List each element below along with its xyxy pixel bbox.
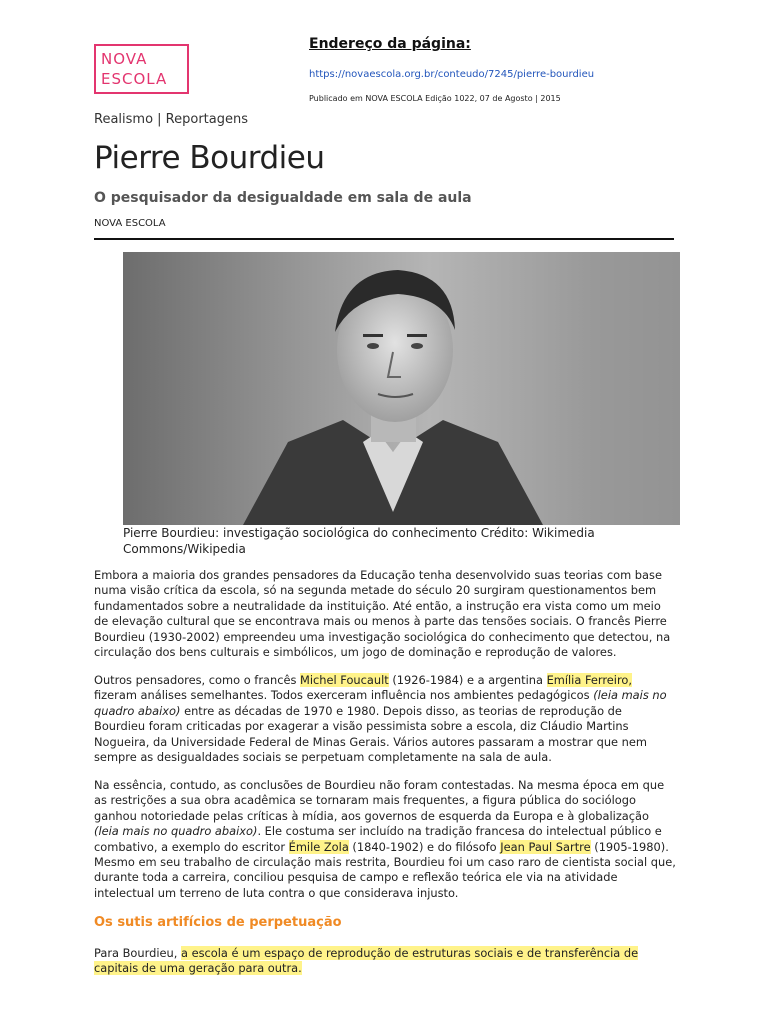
breadcrumb[interactable]: Realismo | Reportagens	[94, 112, 248, 127]
link-emile-zola[interactable]: Émile Zola	[288, 839, 349, 854]
p2-text-c: fizeram análises semelhantes. Todos exerceram influência nos ambientes pedagógicos	[94, 688, 594, 703]
address-url-link[interactable]: https://novaescola.org.br/conteudo/7245/pierre-bourdieu	[309, 69, 595, 80]
link-emilia-ferreiro[interactable]: Emília Ferreiro,	[546, 673, 632, 687]
p3-text-a: Na essência, contudo, as conclusões de Bourdieu não foram contestadas. Na mesma época em que as restrições a sua obra acadêmica se tornaram mais frequentes, a figura pública do sociólogo ganhou notoriedade pelas críticas à mídia, aos governos de esquerda da Europa e à globalização	[94, 778, 665, 823]
logo-line-1: NOVA	[101, 50, 148, 68]
p4-text-a: Para Bourdieu,	[94, 946, 181, 960]
section-title: Os sutis artifícios de perpetuação	[94, 915, 342, 930]
article-source: NOVA ESCOLA	[94, 218, 166, 229]
p3-text-b: . Ele costuma ser incluído na tradição francesa do intelectual público e combativo, a exemplo do escritor	[94, 824, 662, 854]
nova-escola-logo[interactable]	[94, 44, 189, 94]
paragraph-3	[94, 778, 676, 901]
p3-text-c: (1840-1902) e do filósofo	[348, 839, 501, 854]
p2-note: (leia mais no quadro abaixo)	[94, 688, 667, 718]
p2-text-a: Outros pensadores, como o francês	[94, 673, 301, 687]
p4-highlight: a escola é um espaço de reprodução de estruturas sociais e de transferência de capitais de uma geração para outra.	[94, 946, 639, 976]
paragraph-4	[94, 946, 676, 977]
photo-caption: Pierre Bourdieu: investigação sociológica do conhecimento Crédito: Wikimedia Commons/Wikipedia	[123, 526, 595, 556]
portrait-photo	[123, 252, 680, 525]
p3-note: (leia mais no quadro abaixo)	[94, 824, 258, 839]
p2-text-d: entre as décadas de 1970 e 1980. Depois disso, as teorias de reprodução de Bourdieu foram criticadas por exagerar a visão pessimista sobre a escola, diz Cláudio Martins Nogueira, da Universidade Federal de Minas Gerais. Vários autores passaram a mostrar que nem sempre as desigualdades sociais se perpetuam completamente na sala de aula.	[94, 703, 648, 765]
page-subtitle: O pesquisador da desigualdade em sala de aula	[94, 190, 472, 206]
header-divider	[94, 238, 674, 240]
link-michel-foucault[interactable]: Michel Foucault	[300, 673, 389, 687]
address-title: Endereço da página:	[309, 36, 471, 52]
page-title: Pierre Bourdieu	[94, 140, 325, 176]
paragraph-2	[94, 673, 676, 765]
p2-text-b: (1926-1984) e a argentina	[388, 673, 547, 687]
paragraph-1: Embora a maioria dos grandes pensadores da Educação tenha desenvolvido suas teorias com base numa visão crítica da escola, só na segunda metade do século 20 surgiram questionamentos bem fundamentados sobre a neutralidade da instituição. Até então, a instrução era vista como um meio de elevação cultural que se encontrava mais ou menos à parte das tensões sociais. O francês Pierre Bourdieu (1930-2002) empreendeu uma investigação sociológica do conhecimento que detectou, na circulação dos bens culturais e simbólicos, um jogo de dominação e reprodução de valores.	[94, 568, 671, 660]
link-jean-paul-sartre[interactable]: Jean Paul Sartre	[500, 839, 591, 854]
p3-text-d: (1905-1980). Mesmo em seu trabalho de circulação mais restrita, Bourdieu foi um caso raro de cientista social que, durante toda a carreira, conciliou pesquisa de campo e reflexão teórica ele via na atividade intelectual um terreno de luta contra o que considerava injusto.	[94, 839, 676, 900]
logo-line-2: ESCOLA	[101, 70, 168, 88]
publication-info: Publicado em NOVA ESCOLA Edição 1022, 07 de Agosto | 2015	[309, 94, 561, 103]
